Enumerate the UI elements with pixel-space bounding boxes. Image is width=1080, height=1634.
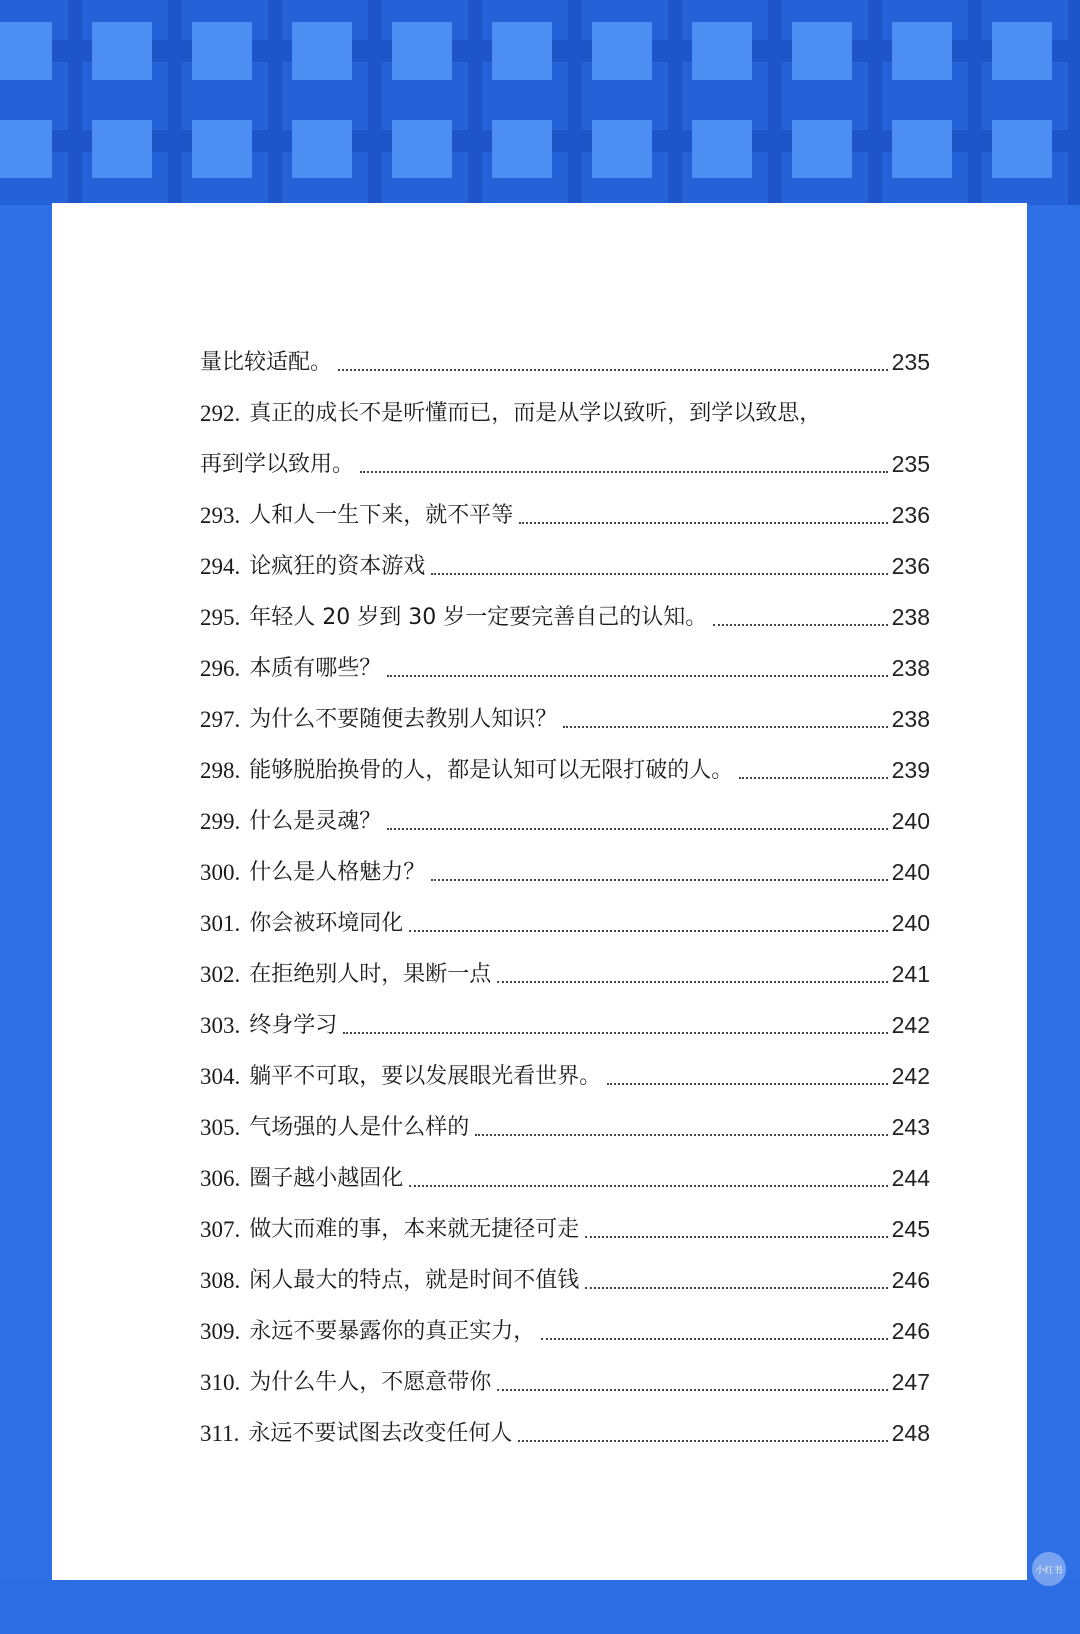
toc-dot-leader	[585, 1287, 887, 1289]
toc-entry-page: 248	[891, 1420, 930, 1446]
toc-entry-page: 242	[891, 1063, 930, 1089]
toc-dot-leader	[713, 624, 887, 626]
toc-entry	[200, 1347, 930, 1398]
toc-dot-leader	[563, 726, 887, 728]
decorative-header-pattern	[0, 0, 1080, 205]
toc-entry-number: 308.	[200, 1268, 241, 1293]
toc-entry	[200, 1194, 930, 1245]
toc-entry	[200, 582, 930, 633]
toc-entry-title: 人和人一生下来，就不平等	[249, 503, 514, 528]
toc-entry-number: 309.	[200, 1319, 241, 1344]
toc-entry-page: 240	[891, 859, 930, 885]
watermark-logo	[1032, 1552, 1066, 1586]
pattern-tile	[592, 22, 652, 80]
toc-dot-leader	[387, 675, 887, 677]
toc-entry-page: 235	[891, 451, 930, 477]
toc-entry-title: 为什么牛人，不愿意带你	[249, 1370, 492, 1395]
pattern-tile	[192, 22, 252, 80]
toc-entry-page: 242	[891, 1012, 930, 1038]
toc-entry-number: 300.	[200, 860, 241, 885]
toc-entry-title: 年轻人 20 岁到 30 岁一定要完善自己的认知。	[249, 605, 708, 630]
toc-entry	[200, 1245, 930, 1296]
toc-entry	[200, 786, 930, 837]
toc-entry-title: 做大而难的事，本来就无捷径可走	[249, 1217, 580, 1242]
toc-entry-page: 236	[891, 502, 930, 528]
pattern-tile	[292, 120, 352, 178]
toc-entry-number: 297.	[200, 707, 241, 732]
toc-entry	[200, 1092, 930, 1143]
pattern-tile	[592, 120, 652, 178]
toc-entry-title: 本质有哪些？	[249, 656, 382, 681]
toc-entry-page: 244	[891, 1165, 930, 1191]
toc-entry-number: 303.	[200, 1013, 241, 1038]
pattern-tile	[992, 120, 1052, 178]
toc-entry-page: 238	[891, 655, 930, 681]
toc-entry	[200, 684, 930, 735]
toc-dot-leader	[585, 1236, 887, 1238]
toc-entry-number: 302.	[200, 962, 241, 987]
toc-entry-number: 295.	[200, 605, 241, 630]
toc-entry	[200, 939, 930, 990]
toc-entry-number: 311.	[200, 1421, 240, 1446]
pattern-tile	[0, 22, 52, 80]
toc-dot-leader	[607, 1083, 887, 1085]
toc-dot-leader	[409, 1185, 887, 1187]
toc-entry	[200, 735, 930, 786]
toc-entry-number: 304.	[200, 1064, 241, 1089]
toc-dot-leader	[360, 471, 888, 473]
toc-dot-leader	[739, 777, 887, 779]
toc-entry-number: 298.	[200, 758, 241, 783]
toc-entry-page: 240	[891, 910, 930, 936]
toc-entry	[200, 837, 930, 888]
toc-entry	[200, 990, 930, 1041]
pattern-tile	[292, 22, 352, 80]
toc-dot-leader	[497, 1389, 887, 1391]
toc-dot-leader	[431, 879, 887, 881]
pattern-tile	[92, 120, 152, 178]
pattern-stripe	[68, 0, 82, 205]
toc-entry	[200, 1296, 930, 1347]
toc-entry	[200, 429, 930, 480]
toc-entry-page: 246	[891, 1318, 930, 1344]
toc-entry-title: 论疯狂的资本游戏	[249, 554, 426, 579]
toc-entry-number: 306.	[200, 1166, 241, 1191]
pattern-stripe	[968, 0, 982, 205]
toc-entry-page: 240	[891, 808, 930, 834]
toc-entry-number: 301.	[200, 911, 241, 936]
toc-entry	[200, 327, 930, 378]
toc-entry-page: 238	[891, 706, 930, 732]
pattern-tile	[392, 120, 452, 178]
pattern-stripe	[1068, 0, 1080, 205]
toc-entry-page: 245	[891, 1216, 930, 1242]
toc-entry	[200, 1143, 930, 1194]
toc-dot-leader	[343, 1032, 887, 1034]
toc-entry-title: 圈子越小越固化	[249, 1166, 404, 1191]
toc-dot-leader	[338, 369, 888, 371]
pattern-tile	[792, 22, 852, 80]
pattern-stripe	[768, 0, 782, 205]
toc-entry-title: 躺平不可取，要以发展眼光看世界。	[249, 1064, 602, 1089]
toc-entry	[200, 1398, 930, 1449]
pattern-tile	[892, 22, 952, 80]
pattern-tile	[192, 120, 252, 178]
pattern-tile	[892, 120, 952, 178]
toc-entry-number: 292.	[200, 401, 241, 426]
toc-dot-leader	[518, 1440, 887, 1442]
pattern-stripe	[468, 0, 482, 205]
pattern-tile	[792, 120, 852, 178]
toc-dot-leader	[475, 1134, 887, 1136]
pattern-tile	[992, 22, 1052, 80]
toc-entry-title: 再到学以致用。	[200, 452, 355, 477]
pattern-stripe	[168, 0, 182, 205]
toc-entry-page: 243	[891, 1114, 930, 1140]
toc-entry-page: 239	[891, 757, 930, 783]
toc-dot-leader	[541, 1338, 887, 1340]
pattern-tile	[0, 120, 52, 178]
toc-entry-title: 为什么不要随便去教别人知识？	[249, 707, 558, 732]
toc-entry-number: 310.	[200, 1370, 241, 1395]
toc-entry-title: 气场强的人是什么样的	[249, 1115, 470, 1140]
toc-entry	[200, 888, 930, 939]
toc-entry-number: 294.	[200, 554, 241, 579]
toc-entry-title: 什么是人格魅力？	[249, 860, 426, 885]
pattern-tile	[492, 120, 552, 178]
toc-entry-page: 247	[891, 1369, 930, 1395]
toc-entry-page: 246	[891, 1267, 930, 1293]
pattern-stripe	[568, 0, 582, 205]
pattern-tile	[92, 22, 152, 80]
toc-entry-page: 235	[891, 349, 930, 375]
toc-dot-leader	[409, 930, 887, 932]
pattern-stripe	[368, 0, 382, 205]
toc-entry-title: 永远不要暴露你的真正实力，	[249, 1319, 536, 1344]
toc-entry-title: 闲人最大的特点，就是时间不值钱	[249, 1268, 580, 1293]
toc-entry-title: 能够脱胎换骨的人，都是认知可以无限打破的人。	[249, 758, 734, 783]
pattern-tile	[692, 120, 752, 178]
toc-entry-number: 299.	[200, 809, 241, 834]
toc-entry	[200, 1041, 930, 1092]
toc-dot-leader	[431, 573, 887, 575]
toc-entry-number: 307.	[200, 1217, 241, 1242]
watermark-text: 小红书	[1035, 1565, 1063, 1576]
toc-entry-title: 永远不要试图去改变任何人	[248, 1421, 513, 1446]
document-page	[52, 203, 1027, 1580]
toc-entry-number: 296.	[200, 656, 241, 681]
toc-entry-page: 241	[891, 961, 930, 987]
toc-entry-title: 在拒绝别人时，果断一点	[249, 962, 492, 987]
pattern-stripe	[668, 0, 682, 205]
toc-entry	[200, 531, 930, 582]
toc-dot-leader	[519, 522, 887, 524]
pattern-stripe	[868, 0, 882, 205]
toc-entry	[200, 378, 930, 429]
toc-entry-title: 量比较适配。	[200, 350, 333, 375]
bottom-border	[0, 1580, 1080, 1634]
pattern-tile	[492, 22, 552, 80]
toc-dot-leader	[387, 828, 887, 830]
toc-entry-page: 236	[891, 553, 930, 579]
pattern-stripe	[268, 0, 282, 205]
table-of-contents	[200, 327, 930, 1449]
toc-entry-number: 305.	[200, 1115, 241, 1140]
toc-entry-title: 真正的成长不是听懂而已，而是从学以致听，到学以致思，	[249, 401, 822, 426]
pattern-tile	[692, 22, 752, 80]
toc-entry-title: 什么是灵魂？	[249, 809, 382, 834]
toc-entry-title: 终身学习	[249, 1013, 338, 1038]
toc-entry-title: 你会被环境同化	[249, 911, 404, 936]
toc-entry-number: 293.	[200, 503, 241, 528]
toc-entry-page: 238	[891, 604, 930, 630]
pattern-tile	[392, 22, 452, 80]
toc-entry	[200, 480, 930, 531]
toc-dot-leader	[497, 981, 887, 983]
toc-entry	[200, 633, 930, 684]
